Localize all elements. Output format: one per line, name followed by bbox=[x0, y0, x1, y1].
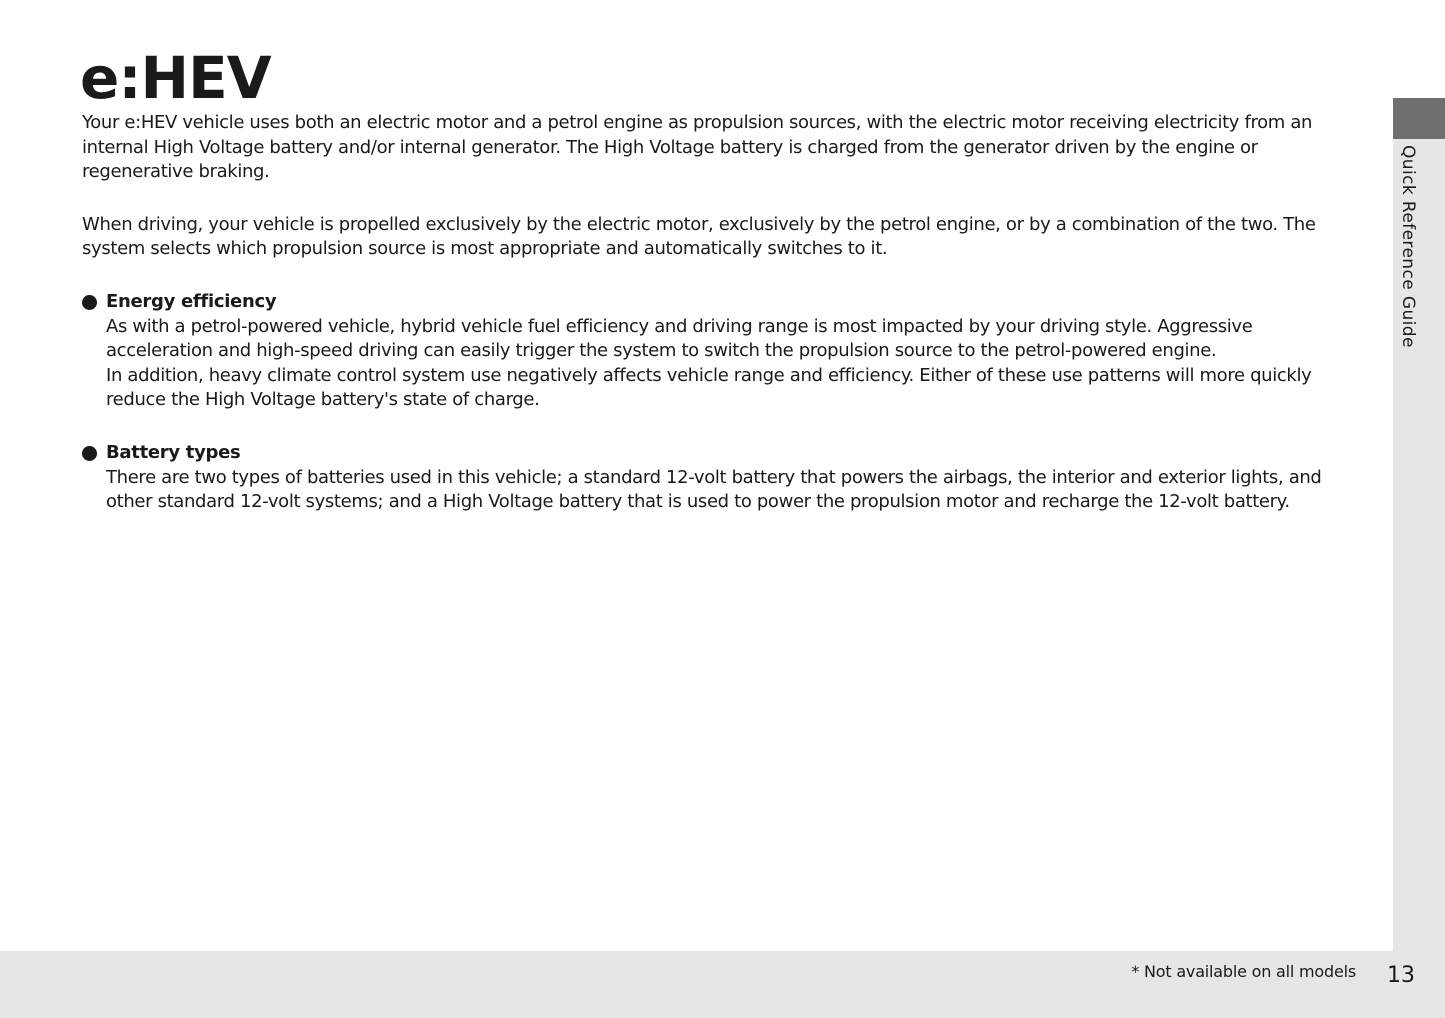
side-tab-marker bbox=[1393, 98, 1445, 139]
page-number: 13 bbox=[1387, 963, 1415, 988]
footer-note: * Not available on all models bbox=[1131, 962, 1356, 981]
section-paragraph: In addition, heavy climate control system use negatively affects vehicle range and efficiency. Either of these use patterns will more quickly reduce the High Voltage battery's state of charge. bbox=[106, 364, 1312, 411]
intro-paragraph-1: Your e:HEV vehicle uses both an electric motor and a petrol engine as propulsion sources, with the electric motor receiving electricity from an internal High Voltage battery and/or internal generator. The High Voltage battery is charged from the generator driven by the engine or regenerative braking. bbox=[82, 112, 1313, 183]
bullet-dot-icon bbox=[82, 446, 97, 461]
page-title: e:HEV bbox=[80, 44, 271, 112]
section-energy-efficiency bbox=[82, 290, 1364, 413]
bullet-dot-icon bbox=[82, 295, 97, 310]
section-battery-types bbox=[82, 441, 1364, 515]
side-tab-label-text: Quick Reference Guide bbox=[1398, 145, 1418, 348]
section-heading: Battery types bbox=[106, 441, 241, 463]
section-paragraph: There are two types of batteries used in this vehicle; a standard 12-volt battery that powers the airbags, the interior and exterior lights, and other standard 12-volt systems; and a High Voltage battery that is used to power the propulsion motor and recharge the 12-volt battery. bbox=[106, 466, 1322, 513]
section-paragraph: As with a petrol-powered vehicle, hybrid vehicle fuel efficiency and driving range is most impacted by your driving style. Aggressive acceleration and high-speed driving can easily trigger the system to switch the propulsion source to the petrol-powered engine. bbox=[106, 315, 1253, 362]
intro-paragraph-2: When driving, your vehicle is propelled exclusively by the electric motor, exclusively by the petrol engine, or by a combination of the two. The system selects which propulsion source is most appropriate and automatically switches to it. bbox=[82, 213, 1316, 260]
section-heading: Energy efficiency bbox=[106, 290, 277, 312]
side-tab-label bbox=[1393, 145, 1421, 375]
content-body bbox=[82, 111, 1364, 515]
